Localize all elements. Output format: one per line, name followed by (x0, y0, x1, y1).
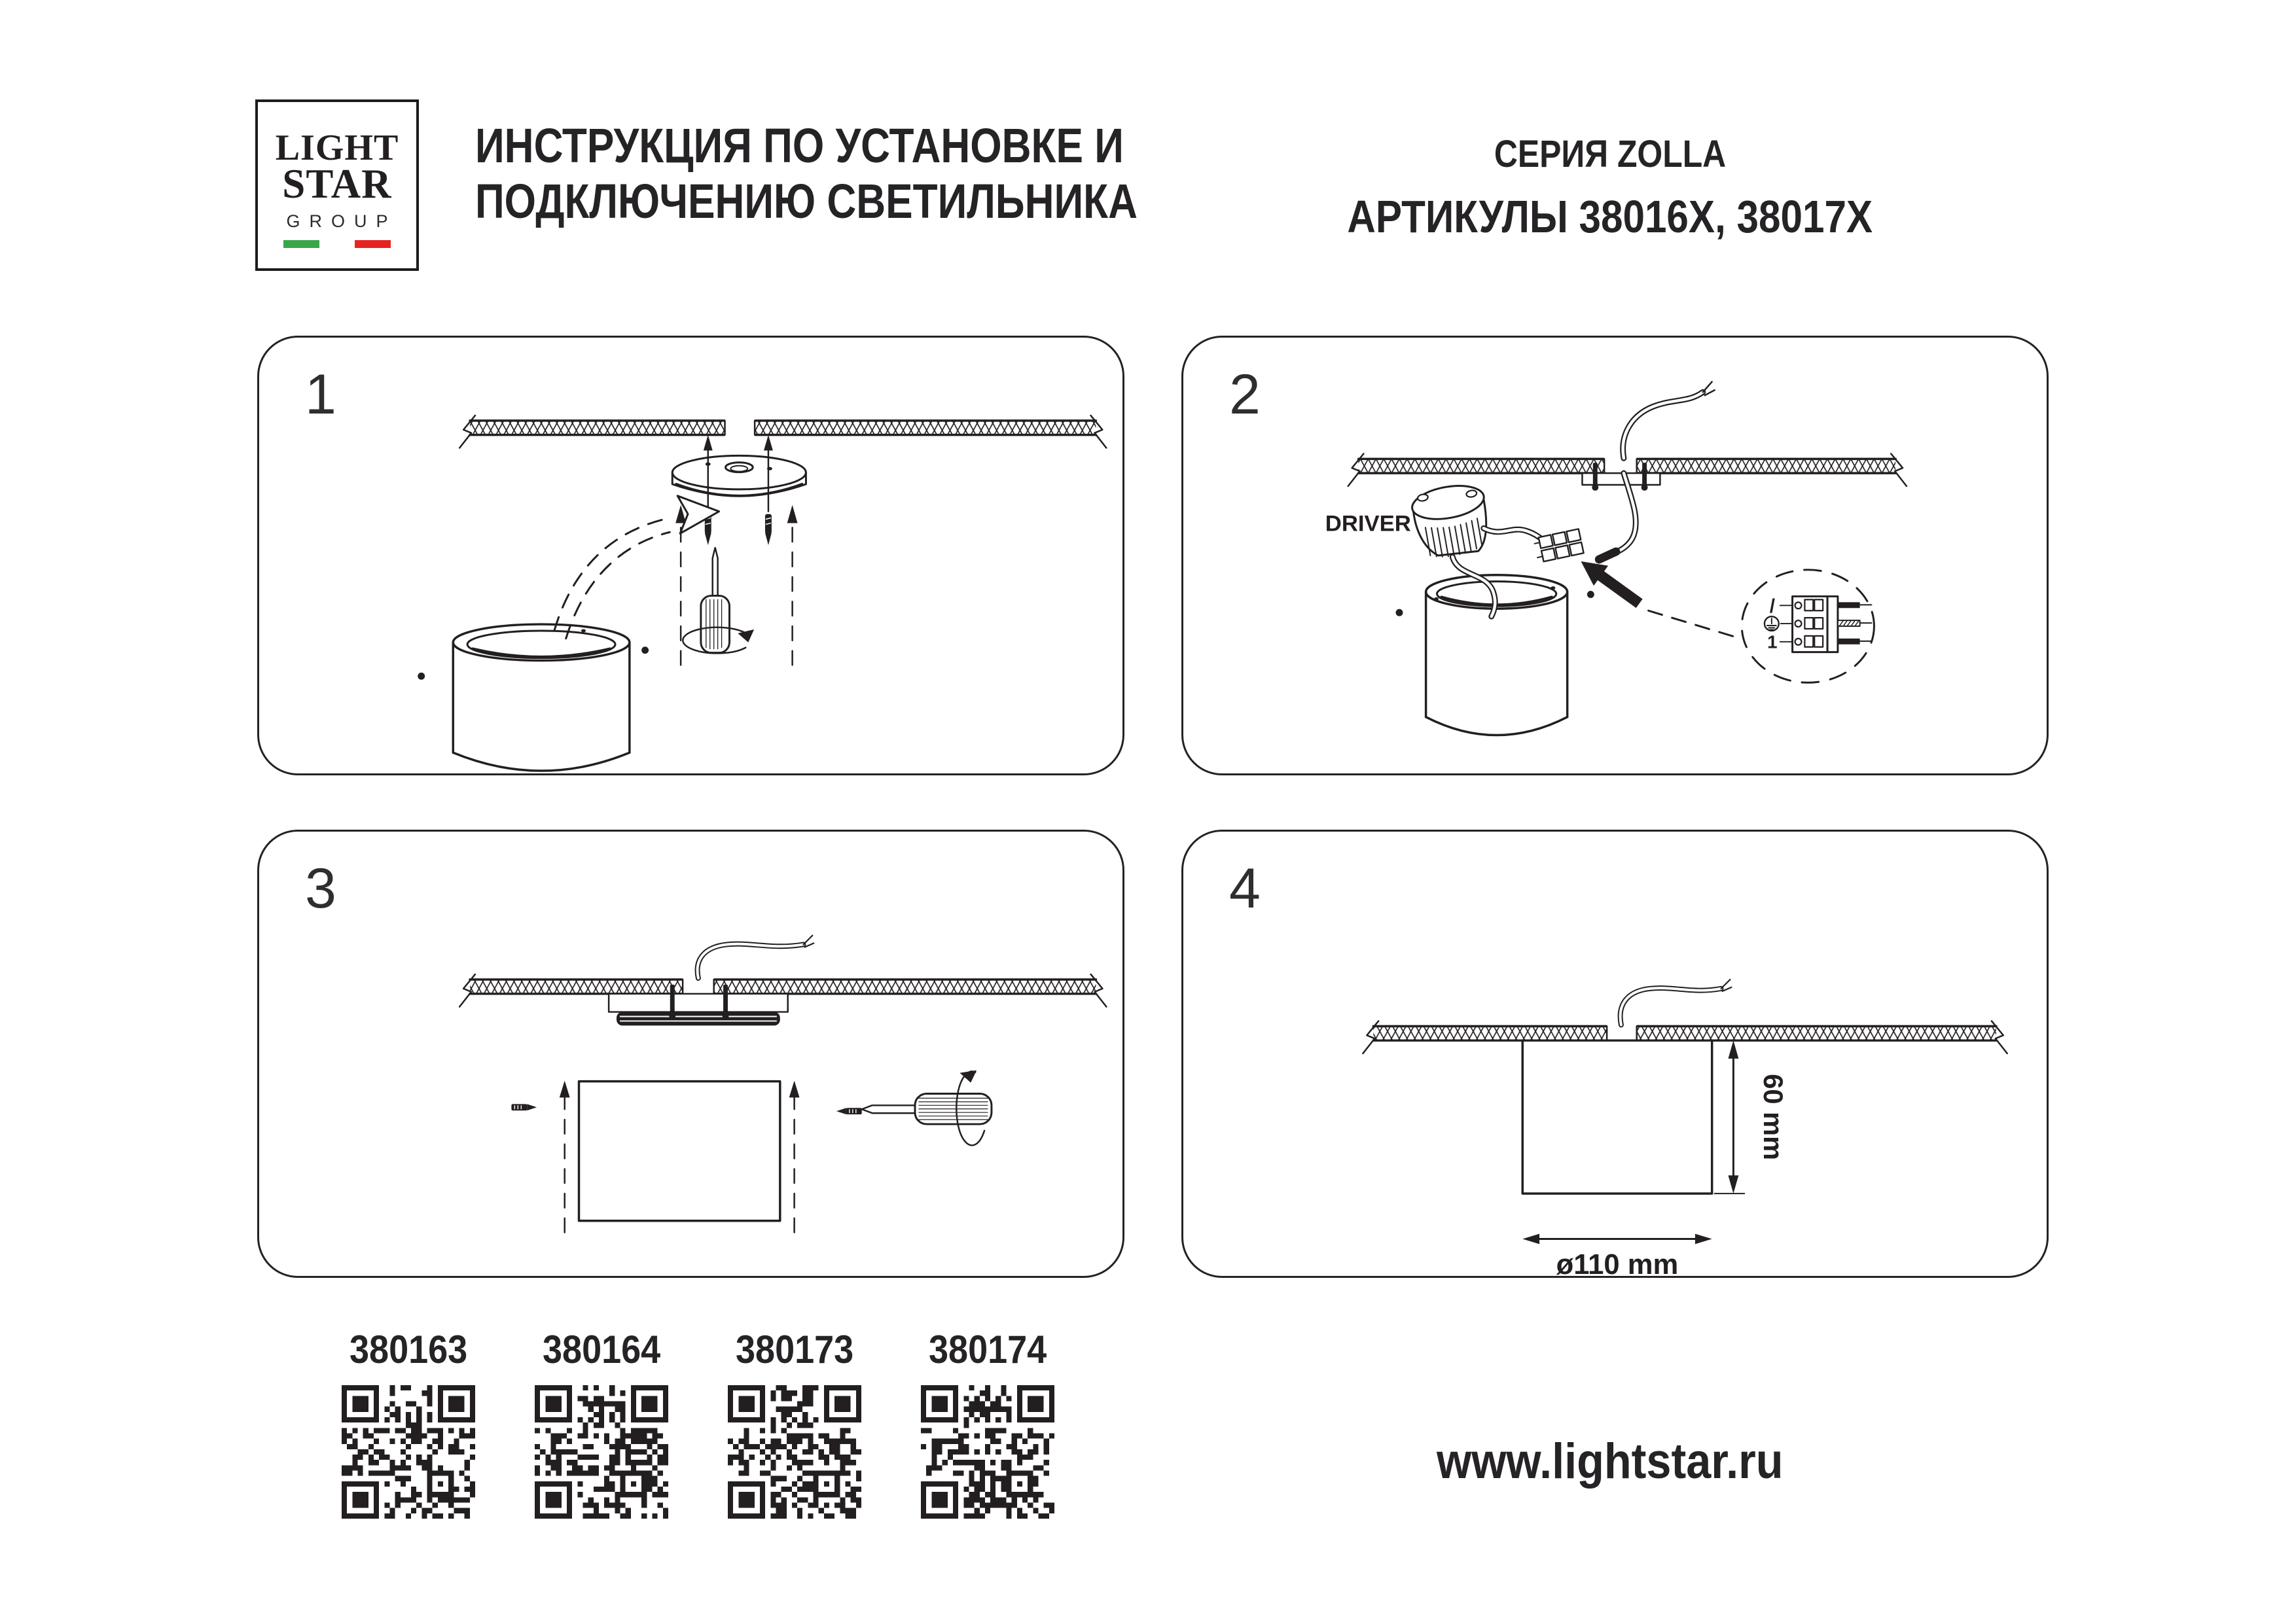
ceiling (459, 415, 1106, 448)
qr-code (921, 1385, 1054, 1519)
qr-code (728, 1385, 861, 1519)
title-line-1: ИНСТРУКЦИЯ ПО УСТАНОВКЕ И (475, 118, 1124, 173)
connector-block (1534, 529, 1584, 562)
step-number-1: 1 (305, 363, 336, 426)
qr-code (342, 1385, 475, 1519)
driver-unit (1410, 481, 1494, 561)
step-panel-1 (257, 336, 1124, 775)
step3-diagram (259, 832, 1122, 1276)
mains-wire (698, 936, 814, 978)
driver-label: DRIVER (1325, 511, 1411, 537)
lamp-body (579, 1082, 780, 1221)
step-number-4: 4 (1229, 857, 1261, 920)
height-dimension-label: 60 mm (1757, 1074, 1789, 1161)
side-screw-icon (836, 1108, 862, 1114)
step2-diagram (1183, 338, 2047, 773)
website-link: www.lightstar.ru (1437, 1434, 1784, 1489)
mains-wire (1621, 980, 1732, 1025)
step-number-3: 3 (305, 857, 336, 920)
diameter-dimension-label: ø110 mm (1556, 1249, 1679, 1276)
step-panel-3 (257, 830, 1124, 1278)
flag-red-segment (355, 240, 391, 248)
pointer-line (1649, 610, 1741, 639)
screw-icon (765, 514, 772, 546)
flag-green-segment (283, 240, 319, 248)
brand-logo (255, 99, 419, 271)
qr-item (531, 1327, 672, 1519)
lamp-body (1522, 1040, 1712, 1193)
diameter-dimension (1522, 1234, 1712, 1276)
qr-code (535, 1385, 668, 1519)
lamp-cylinder (418, 624, 649, 771)
qr-item (917, 1327, 1058, 1519)
height-dimension (1715, 1040, 1789, 1193)
series-block (1296, 132, 1924, 243)
step-number-2: 2 (1229, 363, 1261, 426)
step-panel-4 (1181, 830, 2049, 1278)
step1-diagram (259, 338, 1122, 773)
ceiling-hole (725, 419, 755, 437)
flag-white-segment (319, 240, 355, 248)
step-panel-2 (1181, 336, 2049, 775)
driver-wire (1484, 528, 1547, 542)
page-title (475, 118, 1264, 229)
step4-diagram (1183, 832, 2047, 1276)
terminal-neutral-label: 1 (1767, 631, 1778, 652)
article-number: 380164 (542, 1328, 661, 1371)
guide-arrows (681, 517, 792, 665)
brand-word-group: GROUP (286, 211, 397, 231)
qr-item (338, 1327, 479, 1519)
title-line-2: ПОДКЛЮЧЕНИЮ СВЕТИЛЬНИКА (475, 174, 1138, 228)
italy-flag (283, 240, 391, 248)
screwdriver-icon (862, 1070, 992, 1146)
terminal-line-label: / (1769, 595, 1775, 618)
insert-arrow (554, 496, 719, 639)
qr-item (724, 1327, 865, 1519)
screwdriver-icon (683, 548, 754, 653)
article-number: 380163 (349, 1328, 468, 1371)
series-title: СЕРИЯ ZOLLA (1494, 133, 1727, 175)
articles-title: АРТИКУЛЫ 38016X, 38017X (1347, 191, 1873, 242)
brand-word-light: LIGHT (275, 128, 399, 168)
brand-word-star: STAR (282, 161, 392, 207)
earth-symbol-icon (1765, 616, 1779, 631)
insert-arrow (1581, 561, 1642, 608)
side-screw-icon (511, 1104, 537, 1110)
article-number: 380173 (735, 1328, 854, 1371)
terminal-block (1765, 595, 1872, 652)
mounting-plate (672, 455, 806, 495)
article-number: 380174 (928, 1328, 1047, 1371)
